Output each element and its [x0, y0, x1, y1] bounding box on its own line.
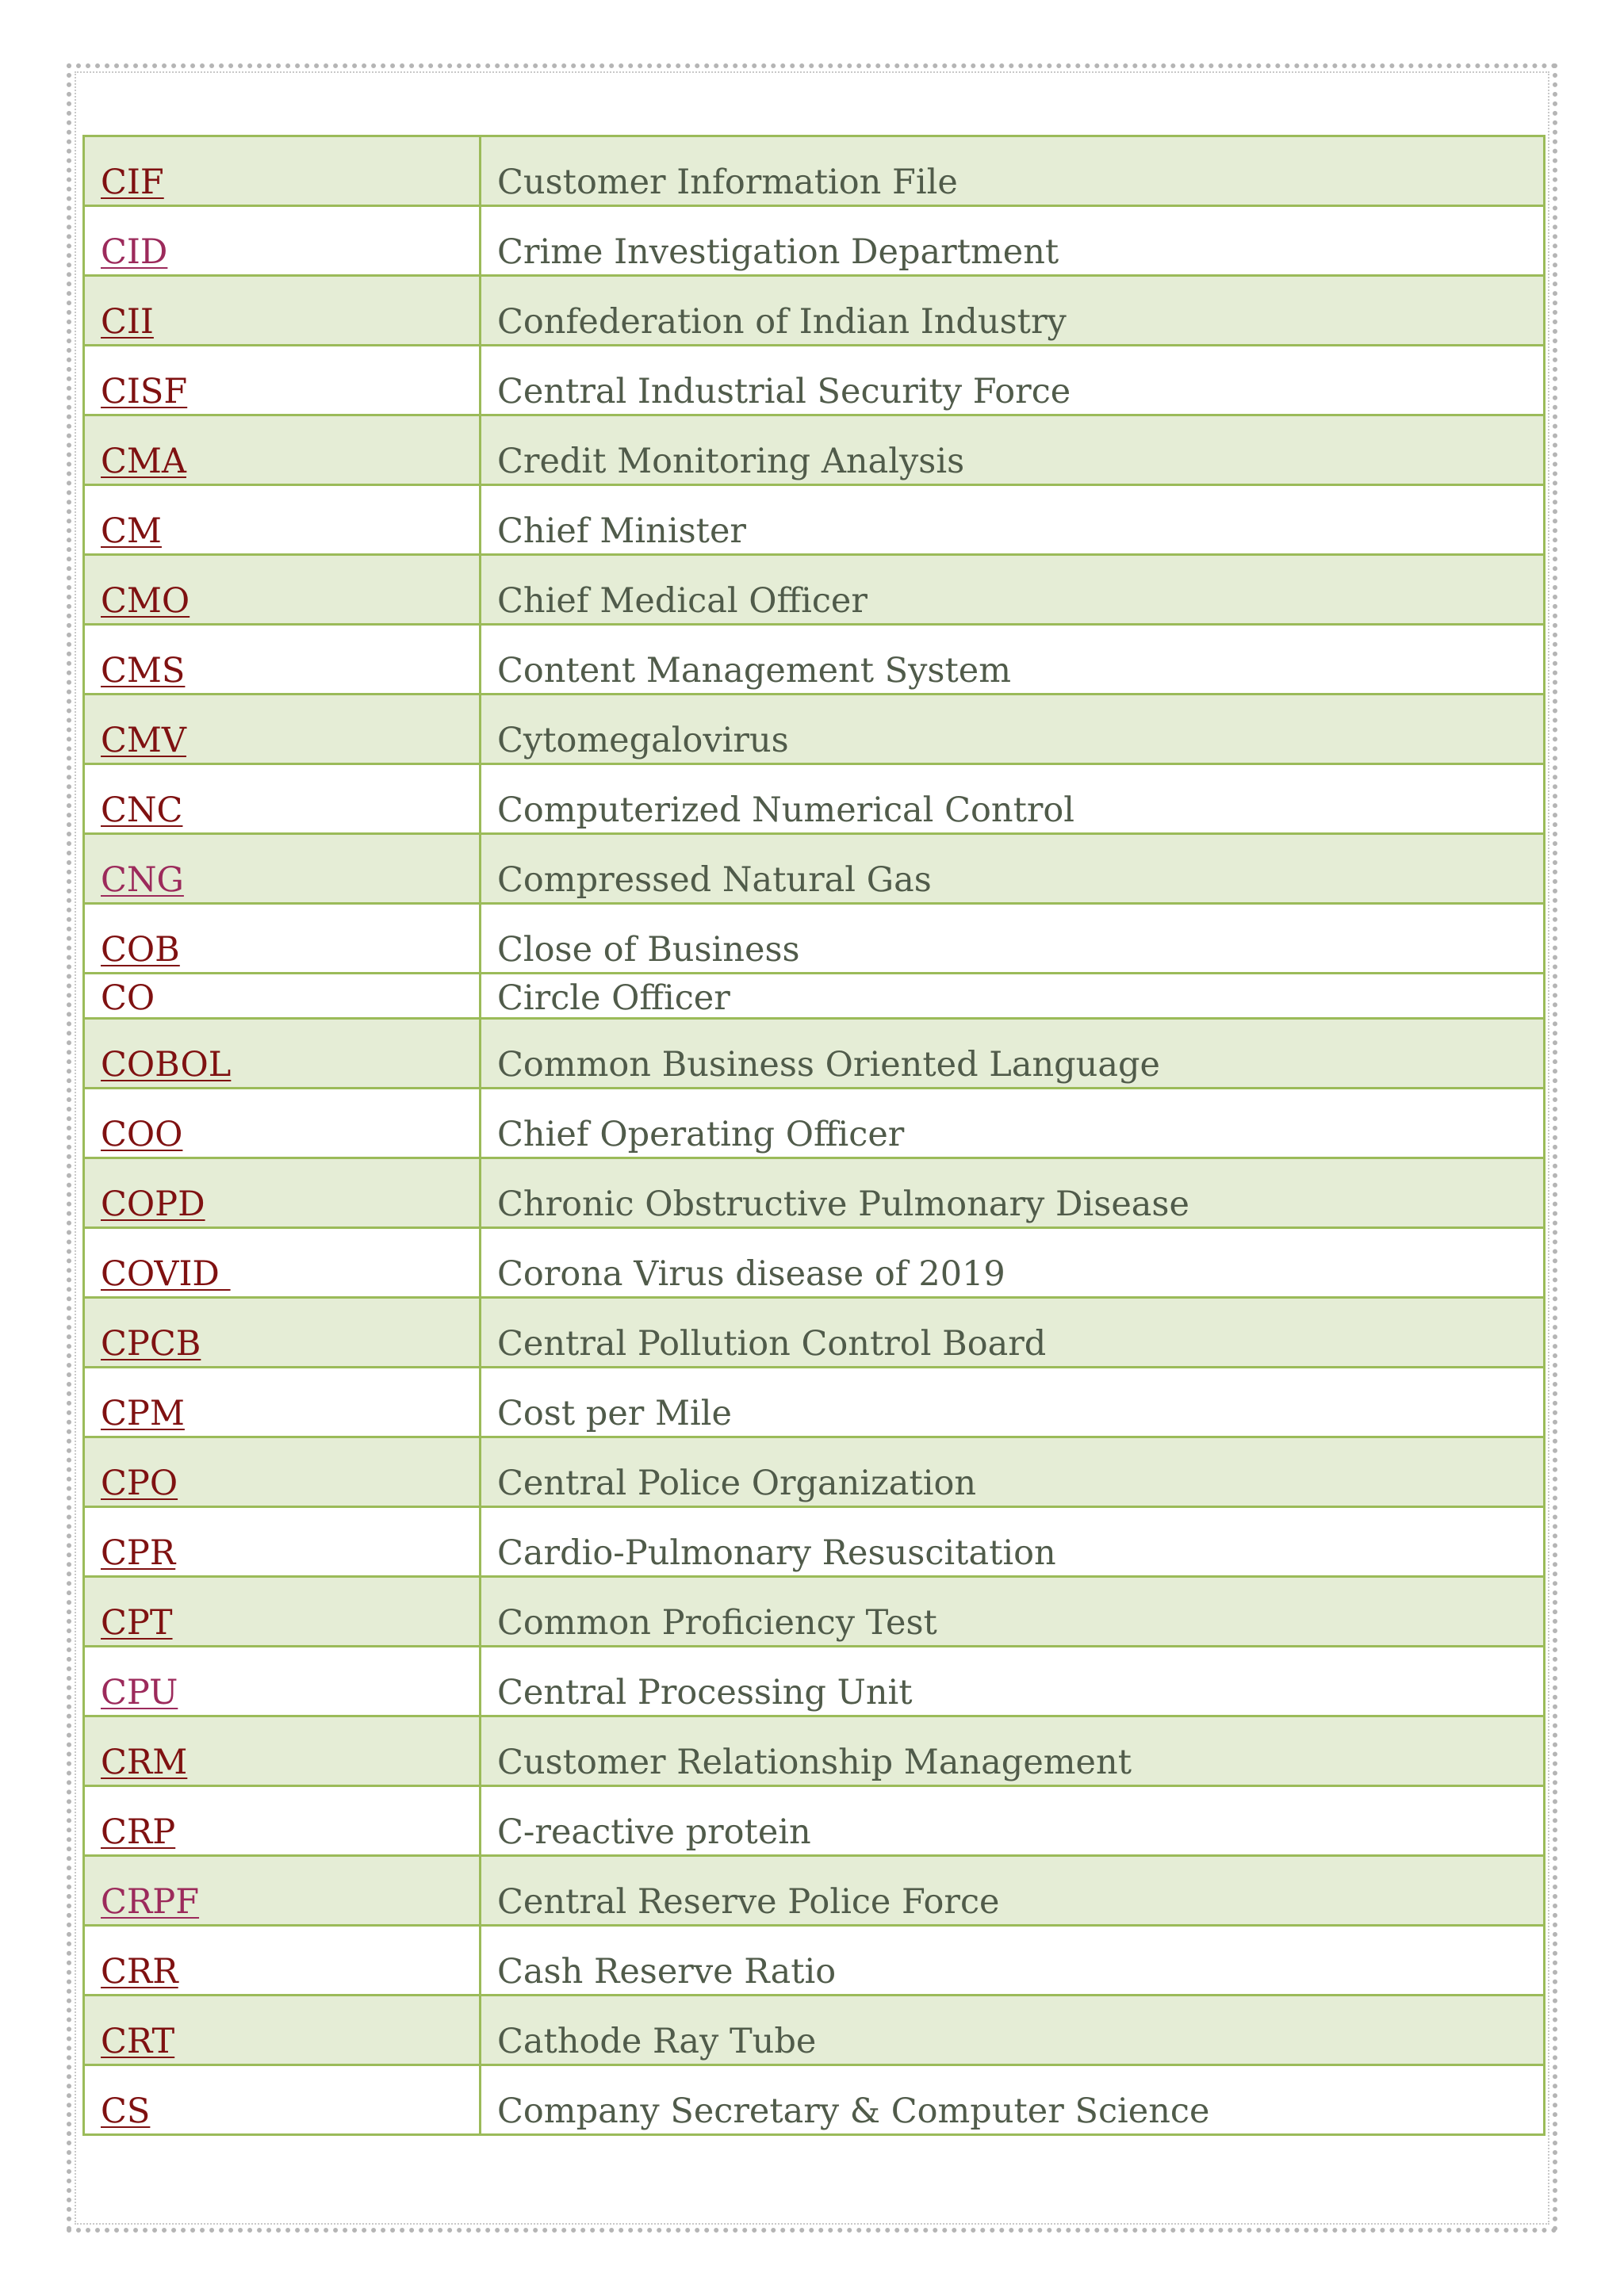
- abbreviation-link[interactable]: CPO: [101, 1463, 178, 1503]
- definition-cell: [481, 1856, 1545, 1926]
- abbreviation-cell: [84, 1437, 481, 1507]
- definition-cell: [481, 974, 1545, 1019]
- definition-text: Content Management System: [497, 650, 1012, 691]
- definition-cell: [481, 1577, 1545, 1647]
- abbreviation-cell: [84, 695, 481, 764]
- abbreviation-link[interactable]: CPU: [101, 1672, 178, 1712]
- definition-text: Computerized Numerical Control: [497, 790, 1075, 830]
- abbreviation-cell: [84, 625, 481, 695]
- table-row: [84, 974, 1545, 1019]
- definition-text: Common Business Oriented Language: [497, 1044, 1160, 1085]
- abbreviation-link[interactable]: CNG: [101, 859, 184, 900]
- abbreviation-link[interactable]: CID: [101, 232, 168, 272]
- abbreviation-cell: [84, 764, 481, 834]
- abbreviation-link[interactable]: CRT: [101, 2021, 175, 2061]
- definition-cell: [481, 206, 1545, 276]
- definition-text: Confederation of Indian Industry: [497, 301, 1067, 342]
- definition-cell: [481, 1786, 1545, 1856]
- abbreviation-cell: [84, 834, 481, 904]
- abbreviation-cell: [84, 346, 481, 415]
- abbreviation-cell: [84, 1926, 481, 1996]
- definition-cell: [481, 1507, 1545, 1577]
- abbreviation-link[interactable]: COB: [101, 929, 180, 970]
- definition-text: Chief Medical Officer: [497, 580, 868, 621]
- table-row: [84, 1577, 1545, 1647]
- abbreviation-cell: [84, 1577, 481, 1647]
- abbreviation-link[interactable]: CMV: [101, 720, 186, 760]
- abbreviation-link[interactable]: CRR: [101, 1951, 178, 1992]
- definition-text: Cost per Mile: [497, 1393, 732, 1433]
- definition-cell: [481, 625, 1545, 695]
- abbreviation-cell: [84, 1298, 481, 1368]
- definition-text: Corona Virus disease of 2019: [497, 1253, 1005, 1294]
- table-row: [84, 834, 1545, 904]
- definition-cell: [481, 1089, 1545, 1158]
- definition-cell: [481, 276, 1545, 346]
- definition-cell: [481, 136, 1545, 206]
- abbreviation-link[interactable]: CM: [101, 511, 162, 551]
- table-row: [84, 415, 1545, 485]
- table-row: [84, 136, 1545, 206]
- definition-cell: [481, 695, 1545, 764]
- table-row: [84, 695, 1545, 764]
- definition-cell: [481, 1716, 1545, 1786]
- abbreviation-link[interactable]: CPCB: [101, 1323, 201, 1364]
- definition-text: Crime Investigation Department: [497, 232, 1059, 272]
- definition-text: Central Reserve Police Force: [497, 1881, 1000, 1922]
- definition-cell: [481, 1158, 1545, 1228]
- abbreviation-cell: [84, 485, 481, 555]
- definition-text: Credit Monitoring Analysis: [497, 441, 965, 481]
- definition-cell: [481, 764, 1545, 834]
- abbreviation-link[interactable]: COVID: [101, 1253, 231, 1294]
- table-row: [84, 1089, 1545, 1158]
- definition-cell: [481, 1228, 1545, 1298]
- abbreviation-cell: [84, 1647, 481, 1716]
- definition-text: Close of Business: [497, 929, 800, 970]
- abbreviation-link[interactable]: COO: [101, 1114, 183, 1154]
- table-row: [84, 1786, 1545, 1856]
- table-row: [84, 1716, 1545, 1786]
- abbreviation-cell: [84, 415, 481, 485]
- abbreviation-cell: [84, 555, 481, 625]
- definition-text: Cytomegalovirus: [497, 720, 789, 760]
- table-row: [84, 276, 1545, 346]
- definition-text: Cathode Ray Tube: [497, 2021, 817, 2061]
- abbreviation-link[interactable]: CMS: [101, 650, 186, 691]
- definition-cell: [481, 1019, 1545, 1089]
- definition-text: Common Proficiency Test: [497, 1602, 937, 1643]
- abbreviation-cell: [84, 1716, 481, 1786]
- definition-text: Central Processing Unit: [497, 1672, 913, 1712]
- table-row: [84, 555, 1545, 625]
- abbreviation-cell: [84, 974, 481, 1019]
- table-row: [84, 1019, 1545, 1089]
- definition-text: C-reactive protein: [497, 1812, 811, 1852]
- abbreviation-link[interactable]: CPM: [101, 1393, 185, 1433]
- abbreviation-cell: [84, 1089, 481, 1158]
- table-row: [84, 346, 1545, 415]
- abbreviation-cell: [84, 1228, 481, 1298]
- abbreviation-cell: [84, 1158, 481, 1228]
- abbreviation-link[interactable]: CMO: [101, 580, 190, 621]
- table-row: [84, 904, 1545, 974]
- abbreviation-cell: [84, 1856, 481, 1926]
- table-row: [84, 1368, 1545, 1437]
- definition-text: Central Pollution Control Board: [497, 1323, 1047, 1364]
- abbreviation-link[interactable]: CII: [101, 301, 154, 342]
- abbreviation-link[interactable]: CNC: [101, 790, 183, 830]
- abbreviation-cell: [84, 136, 481, 206]
- abbreviation-cell: [84, 904, 481, 974]
- definition-cell: [481, 2065, 1545, 2135]
- abbreviation-link[interactable]: CRM: [101, 1742, 188, 1782]
- abbreviation-link[interactable]: CRPF: [101, 1881, 200, 1922]
- table-row: [84, 1647, 1545, 1716]
- table-row: [84, 1158, 1545, 1228]
- table-row: [84, 206, 1545, 276]
- abbreviation-cell: [84, 276, 481, 346]
- definition-text: Central Industrial Security Force: [497, 371, 1071, 411]
- definition-cell: [481, 1437, 1545, 1507]
- abbreviation-link[interactable]: CISF: [101, 371, 188, 411]
- table-row: [84, 1437, 1545, 1507]
- abbreviation-link[interactable]: CIF: [101, 162, 164, 202]
- table-row: [84, 1996, 1545, 2065]
- abbreviation-cell: [84, 1996, 481, 2065]
- definition-cell: [481, 1647, 1545, 1716]
- definition-cell: [481, 834, 1545, 904]
- abbreviation-cell: [84, 1507, 481, 1577]
- table-row: [84, 1228, 1545, 1298]
- definition-text: Central Police Organization: [497, 1463, 977, 1503]
- definition-text: Chief Operating Officer: [497, 1114, 905, 1154]
- definition-text: Compressed Natural Gas: [497, 859, 932, 900]
- abbreviation-cell: [84, 2065, 481, 2135]
- abbreviation-cell: [84, 1019, 481, 1089]
- abbreviation-table: [82, 135, 1545, 2136]
- table-row: [84, 1298, 1545, 1368]
- abbreviation-text: CO: [101, 978, 155, 1018]
- definition-text: Company Secretary & Computer Science: [497, 2091, 1210, 2131]
- table-row: [84, 485, 1545, 555]
- table-row: [84, 1856, 1545, 1926]
- definition-cell: [481, 904, 1545, 974]
- definition-text: Cash Reserve Ratio: [497, 1951, 837, 1992]
- abbreviation-link[interactable]: CRP: [101, 1812, 176, 1852]
- definition-cell: [481, 555, 1545, 625]
- abbreviation-cell: [84, 1368, 481, 1437]
- definition-text: Customer Information File: [497, 162, 958, 202]
- definition-text: Customer Relationship Management: [497, 1742, 1132, 1782]
- abbreviation-link[interactable]: CPR: [101, 1533, 176, 1573]
- definition-text: Cardio-Pulmonary Resuscitation: [497, 1533, 1056, 1573]
- definition-text: Circle Officer: [497, 978, 730, 1018]
- table-row: [84, 1507, 1545, 1577]
- abbreviation-cell: [84, 1786, 481, 1856]
- abbreviation-link[interactable]: CMA: [101, 441, 186, 481]
- definition-cell: [481, 485, 1545, 555]
- table-row: [84, 1926, 1545, 1996]
- definition-cell: [481, 1926, 1545, 1996]
- table-row: [84, 2065, 1545, 2135]
- definition-text: Chronic Obstructive Pulmonary Disease: [497, 1184, 1189, 1224]
- definition-text: Chief Minister: [497, 511, 746, 551]
- definition-cell: [481, 415, 1545, 485]
- definition-cell: [481, 1996, 1545, 2065]
- abbreviation-link[interactable]: COBOL: [101, 1044, 232, 1085]
- table-row: [84, 625, 1545, 695]
- abbreviation-cell: [84, 206, 481, 276]
- abbreviation-link[interactable]: COPD: [101, 1184, 205, 1224]
- definition-cell: [481, 1298, 1545, 1368]
- abbreviation-link[interactable]: CPT: [101, 1602, 173, 1643]
- definition-cell: [481, 346, 1545, 415]
- definition-cell: [481, 1368, 1545, 1437]
- abbreviation-link[interactable]: CS: [101, 2091, 151, 2131]
- table-row: [84, 764, 1545, 834]
